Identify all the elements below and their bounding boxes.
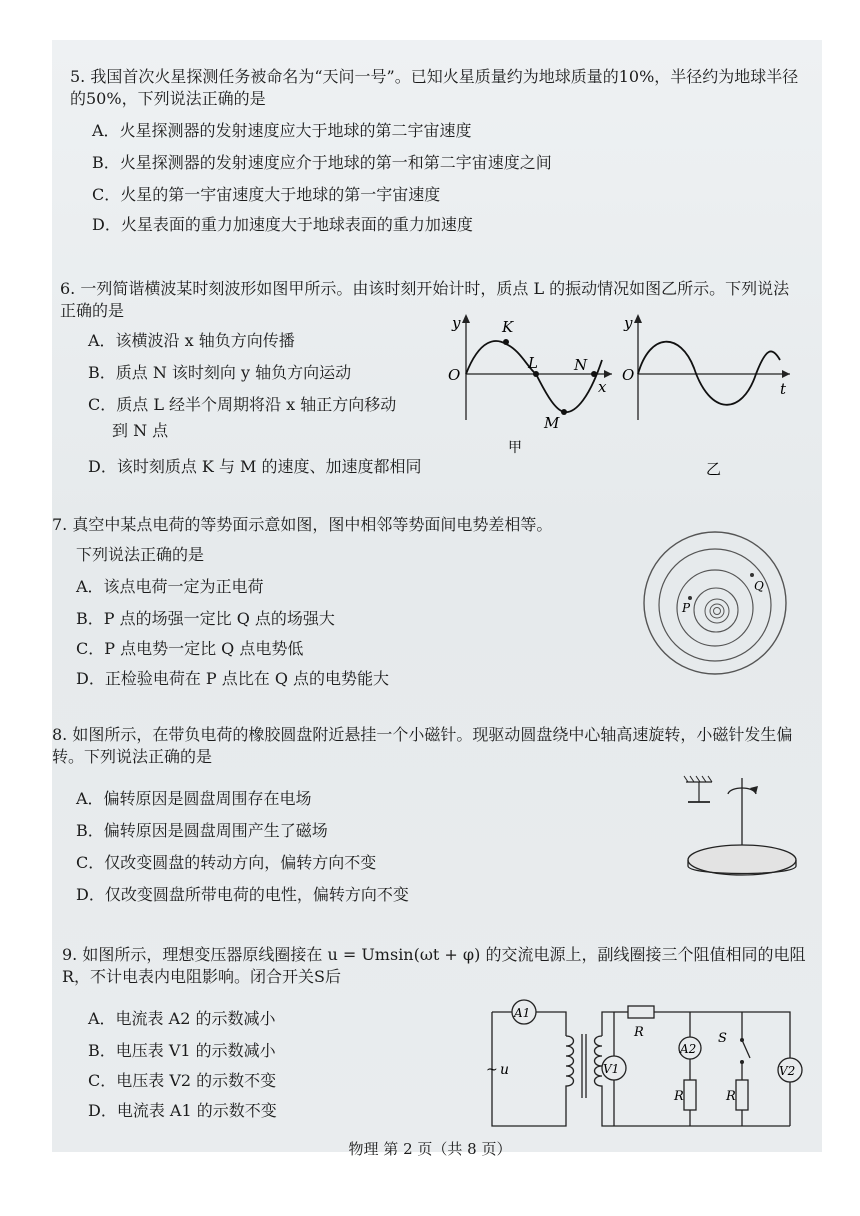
question-9 (62, 944, 812, 988)
page-footer: 物理 第 2 页（共 8 页） (348, 1140, 512, 1158)
question-7-stem-line1: 7. 真空中某点电荷的等势面示意如图，图中相邻等势面间电势差相等。 (52, 515, 553, 534)
question-8-option-c: C．仅改变圆盘的转动方向，偏转方向不变 (76, 853, 377, 872)
vib-y-label: y (624, 314, 633, 332)
question-7-option-c: C．P 点电势一定比 Q 点电势低 (76, 639, 304, 658)
ac-source-u-label: u (500, 1062, 510, 1078)
question-8-option-b: B．偏转原因是圆盘周围产生了磁场 (76, 821, 328, 840)
question-9-option-a: A．电流表 A2 的示数减小 (88, 1009, 276, 1028)
wave-y-label: y (452, 314, 461, 332)
meter-a2-label: A2 (680, 1042, 697, 1056)
vib-t-label: t (780, 380, 787, 398)
question-6-option-d: D．该时刻质点 K 与 M 的速度、加速度都相同 (88, 457, 422, 476)
wave-origin-label: O (448, 366, 461, 384)
question-8-option-a: A．偏转原因是圆盘周围存在电场 (76, 789, 312, 808)
resistor-switch-branch-label: R (726, 1089, 736, 1104)
resistor-top-label: R (634, 1025, 644, 1040)
question-6-stem: 6. 一列简谐横波某时刻波形如图甲所示。由该时刻开始计时，质点 L 的振动情况如图乙所示。下列说法正确的是 (60, 279, 790, 320)
question-7 (52, 514, 652, 536)
question-8-option-d: D．仅改变圆盘所带电荷的电性，偏转方向不变 (76, 885, 409, 904)
question-5-option-b: B．火星探测器的发射速度应介于地球的第一和第二宇宙速度之间 (92, 153, 552, 172)
question-7-option-d: D．正检验电荷在 P 点比在 Q 点的电势能大 (76, 669, 390, 688)
vib-caption-yi: 乙 (706, 460, 722, 478)
ac-source-icon: ~ (486, 1062, 498, 1078)
wave-point-n: N (574, 356, 588, 374)
question-9-option-b: B．电压表 V1 的示数减小 (88, 1041, 276, 1060)
question-6-option-b: B．质点 N 该时刻向 y 轴负方向运动 (88, 363, 352, 382)
vib-origin-label: O (622, 366, 635, 384)
question-6-option-a: A．该横波沿 x 轴负方向传播 (88, 331, 295, 350)
question-5 (70, 66, 810, 110)
question-5-option-d: D．火星表面的重力加速度大于地球表面的重力加速度 (92, 215, 473, 234)
wave-x-label: x (598, 378, 607, 396)
equipotential-point-p: P (682, 601, 691, 615)
meter-v1-label: V1 (603, 1062, 620, 1076)
wave-point-l: L (528, 354, 538, 372)
question-7-stem-line2: 下列说法正确的是 (76, 545, 205, 564)
question-7-option-a: A．该点电荷一定为正电荷 (76, 577, 264, 596)
question-6-option-c-cont: 到 N 点 (112, 421, 169, 440)
resistor-a2-branch-label: R (674, 1089, 684, 1104)
question-5-stem: 5. 我国首次火星探测任务被命名为“天问一号”。已知火星质量约为地球质量的10%，半径约为地球半径的50%，下列说法正确的是 (70, 67, 799, 108)
wave-figure-yi (616, 308, 796, 478)
equipotential-point-q: Q (754, 579, 764, 593)
wave-figure-jia (440, 308, 620, 458)
wave-point-k: K (502, 318, 514, 336)
equipotential-figure (640, 528, 790, 678)
question-6-option-c: C．质点 L 经半个周期将沿 x 轴正方向移动 (88, 395, 397, 414)
question-5-option-c: C．火星的第一宇宙速度大于地球的第一宇宙速度 (92, 185, 441, 204)
switch-s-label: S (718, 1031, 727, 1046)
meter-a1-label: A1 (514, 1006, 531, 1020)
question-9-stem: 9. 如图所示，理想变压器原线圈接在 u = Umsin(ωt + φ) 的交流电源上，副线圈接三个阻值相同的电阻 R，不计电表内电阻影响。闭合开关S后 (62, 945, 806, 986)
question-8 (52, 724, 822, 768)
transformer-circuit-figure (478, 996, 808, 1136)
wave-caption-jia: 甲 (508, 440, 522, 456)
question-9-option-d: D．电流表 A1 的示数不变 (88, 1101, 277, 1120)
question-9-option-c: C．电压表 V2 的示数不变 (88, 1071, 277, 1090)
question-5-option-a: A．火星探测器的发射速度应大于地球的第二宇宙速度 (92, 121, 472, 140)
meter-v2-label: V2 (779, 1064, 796, 1078)
wave-point-m: M (544, 414, 560, 432)
rotating-disk-figure (672, 772, 802, 892)
question-7-option-b: B．P 点的场强一定比 Q 点的场强大 (76, 609, 335, 628)
question-8-stem: 8. 如图所示，在带负电荷的橡胶圆盘附近悬挂一个小磁针。现驱动圆盘绕中心轴高速旋转，小磁针发生偏转。下列说法正确的是 (52, 725, 793, 766)
